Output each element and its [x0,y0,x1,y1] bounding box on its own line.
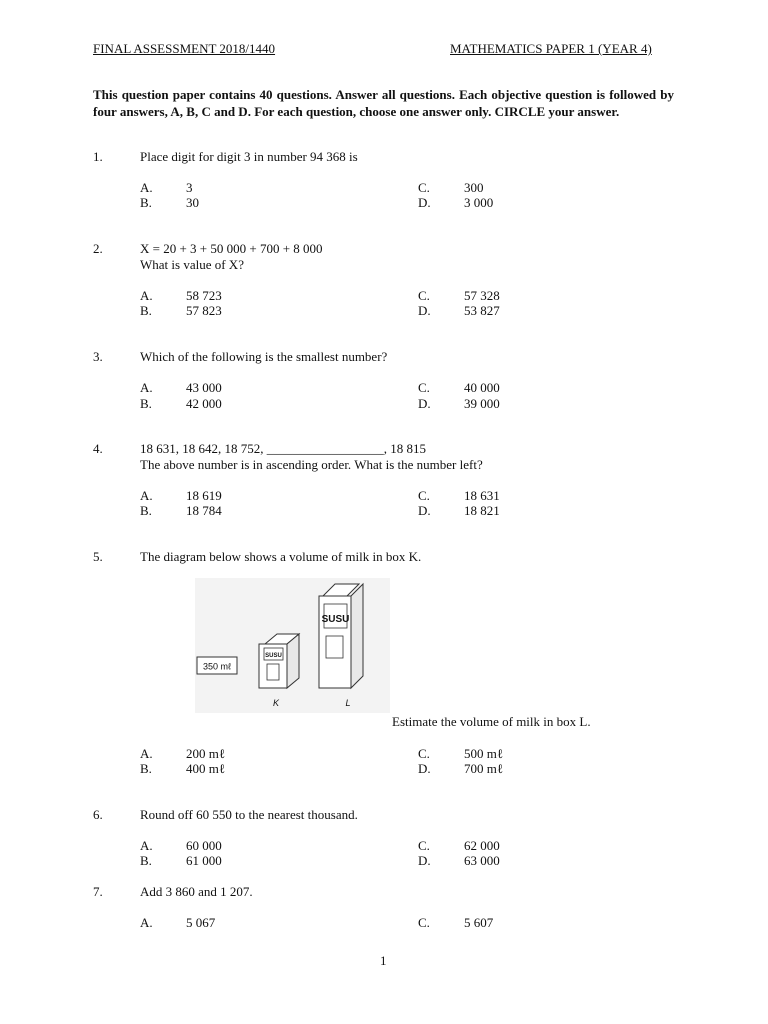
large-carton-text: SUSU [321,614,350,625]
header-left-title: FINAL ASSESSMENT 2018/1440 [93,41,276,56]
option-a-value[interactable]: 43 000 [186,380,222,395]
page-number: 1 [380,953,387,968]
question-text: X = 20 + 3 + 50 000 + 700 + 8 000 [140,241,323,256]
option-a-label[interactable]: A. [140,488,153,503]
question-text: What is value of X? [140,257,244,272]
large-milk-carton-l [319,584,363,688]
header-right-title: MATHEMATICS PAPER 1 (YEAR 4) [450,41,652,56]
option-d-label[interactable]: D. [418,396,431,411]
question-text: Which of the following is the smallest number? [140,349,388,364]
option-a-value[interactable]: 18 619 [186,488,222,503]
option-c-label[interactable]: C. [418,288,430,303]
question-text: The above number is in ascending order. What is the number left? [140,457,483,472]
question-number: 4. [93,441,103,456]
volume-tag-text: 350 mℓ [203,661,231,672]
question-number: 3. [93,349,103,364]
option-a-label[interactable]: A. [140,838,153,853]
question-text: Round off 60 550 to the nearest thousand. [140,807,358,822]
option-c-value[interactable]: 18 631 [464,488,500,503]
question-text: Add 3 860 and 1 207. [140,884,253,899]
option-d-value[interactable]: 3 000 [464,195,494,210]
option-a-label[interactable]: A. [140,180,153,195]
option-c-label[interactable]: C. [418,180,430,195]
option-a-label[interactable]: A. [140,746,153,761]
question-text: Place digit for digit 3 in number 94 368 is [140,149,358,164]
option-d-value[interactable]: 39 000 [464,396,500,411]
option-c-value[interactable]: 57 328 [464,288,500,303]
milk-carton-figure [195,578,390,713]
question-number: 2. [93,241,103,256]
option-d-label[interactable]: D. [418,195,431,210]
option-b-value[interactable]: 400 mℓ [186,761,226,776]
option-b-label[interactable]: B. [140,303,152,318]
option-b-value[interactable]: 30 [186,195,199,210]
question-text: The diagram below shows a volume of milk in box K. [140,549,422,564]
small-carton-text: SUSU [265,653,282,659]
option-b-label[interactable]: B. [140,853,152,868]
option-c-label[interactable]: C. [418,746,430,761]
question-text: 18 631, 18 642, 18 752, __________________, 18 815 [140,441,426,456]
option-a-label[interactable]: A. [140,915,153,930]
option-b-label[interactable]: B. [140,761,152,776]
option-c-value[interactable]: 500 mℓ [464,746,504,761]
option-c-label[interactable]: C. [418,488,430,503]
question-number: 5. [93,549,103,564]
option-a-value[interactable]: 60 000 [186,838,222,853]
option-c-value[interactable]: 5 607 [464,915,494,930]
option-a-value[interactable]: 58 723 [186,288,222,303]
option-b-value[interactable]: 61 000 [186,853,222,868]
instructions: This question paper contains 40 questions. Answer all questions. Each objective question is followed by four answers, A, B, C and D. For each question, choose one answer only. CIRCLE your answer. [93,87,674,119]
option-a-value[interactable]: 200 mℓ [186,746,226,761]
option-d-value[interactable]: 63 000 [464,853,500,868]
option-b-label[interactable]: B. [140,503,152,518]
option-c-value[interactable]: 40 000 [464,380,500,395]
option-c-label[interactable]: C. [418,380,430,395]
option-d-label[interactable]: D. [418,303,431,318]
option-a-value[interactable]: 3 [186,180,193,195]
option-c-label[interactable]: C. [418,915,430,930]
option-a-label[interactable]: A. [140,288,153,303]
option-d-value[interactable]: 700 mℓ [464,761,504,776]
box-k-label: K [272,698,280,708]
option-a-label[interactable]: A. [140,380,153,395]
option-d-label[interactable]: D. [418,853,431,868]
question-number: 6. [93,807,103,822]
option-b-label[interactable]: B. [140,396,152,411]
option-b-value[interactable]: 42 000 [186,396,222,411]
option-b-value[interactable]: 57 823 [186,303,222,318]
question-number: 1. [93,149,103,164]
box-l-label: L [345,698,351,708]
option-c-label[interactable]: C. [418,838,430,853]
option-d-value[interactable]: 53 827 [464,303,500,318]
figure-caption: Estimate the volume of milk in box L. [392,714,591,729]
option-d-label[interactable]: D. [418,761,431,776]
option-a-value[interactable]: 5 067 [186,915,216,930]
option-b-label[interactable]: B. [140,195,152,210]
option-c-value[interactable]: 62 000 [464,838,500,853]
option-c-value[interactable]: 300 [464,180,484,195]
option-d-value[interactable]: 18 821 [464,503,500,518]
option-b-value[interactable]: 18 784 [186,503,222,518]
option-d-label[interactable]: D. [418,503,431,518]
question-number: 7. [93,884,103,899]
